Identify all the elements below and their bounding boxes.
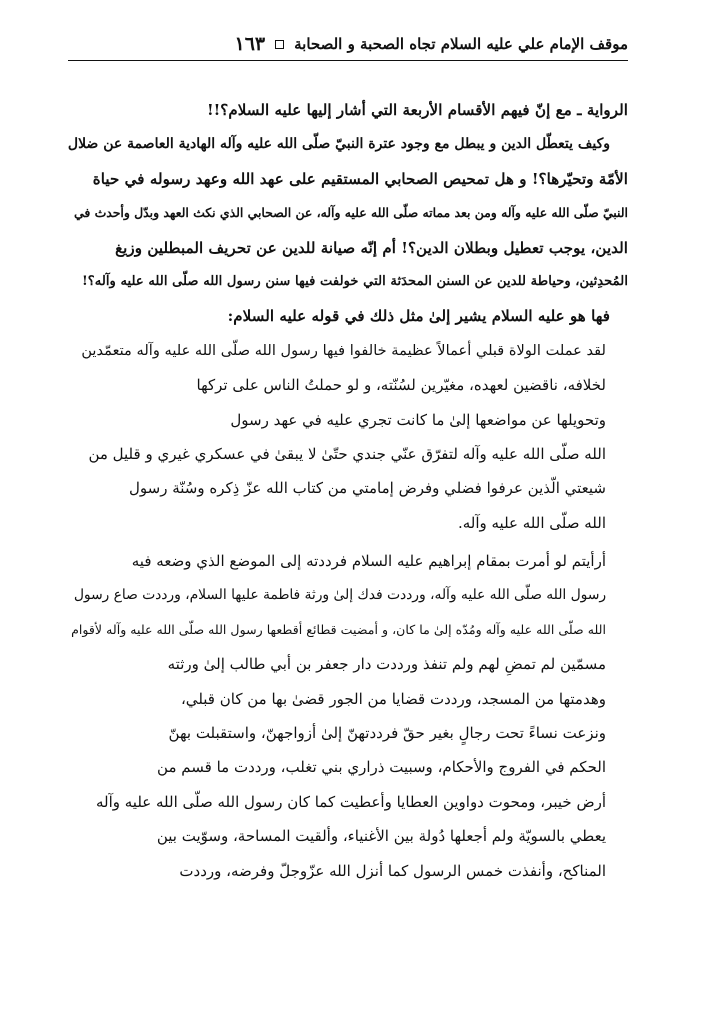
quote-line: أرأيتم لو أمرت بمقام إبراهيم عليه السلام فرددته إلى الموضع الذي وضعه فيه — [131, 552, 606, 571]
text-line: الرواية ـ مع إنّ فيهم الأقسام الأربعة التي أشار إليها عليه السلام؟!! — [206, 101, 628, 119]
text-line: الأمّة وتحيّرها؟! و هل تمحيص الصحابي المستقيم على عهد الله وعهد رسوله في حياة — [92, 169, 628, 188]
header-rule — [68, 60, 628, 61]
quote-line: وهدمتها من المسجد، ورددت قضايا من الجور قضىٰ بها من كان قبلي، — [180, 689, 606, 708]
quote-line: شيعتي الّذين عرفوا فضلي وفرض إمامتي من كتاب الله عزّ ذِكره وسُنّة رسول — [129, 479, 606, 498]
quote-line: لخلافه، ناقضين لعهده، مغيّرين لسُنّته، و لو حملتُ الناس على تركها — [196, 376, 606, 395]
square-ornament-icon — [275, 40, 284, 49]
text-line: فها هو عليه السلام يشير إلىٰ مثل ذلك في قوله عليه السلام: — [227, 307, 610, 326]
text-line: الدين، يوجب تعطيل وبطلان الدين؟! أم إنّه صيانة للدين عن تحريف المبطلين وزيغ — [115, 238, 628, 257]
quote-block-2 — [68, 544, 628, 888]
quote-line: أرض خيبر، ومحوت دواوين العطايا وأعطيت كما كان رسول الله صلّى الله عليه وآله — [95, 792, 606, 811]
quote-line: الله صلّى الله عليه وآله ومُدّه إلىٰ ما كان، و أمضيت قطائع أقطعها رسول الله صلّى الله عليه وآله لأقوام — [71, 621, 606, 637]
text-line: المُحدِثين، وحياطة للدين عن السنن المحدَثة التي خولفت فيها سنن رسول الله صلّى الله عليه وآله؟! — [81, 273, 628, 289]
running-title: موقف الإمام علي‌ عليه السلام تجاه الصحبة و الصحابة — [294, 35, 628, 53]
quote-line: المناكح، وأنفذت خمس الرسول كما أنزل الله عزّوجلّ وفرضه، ورددت — [179, 861, 606, 880]
quote-line: وتحويلها عن مواضعها إلىٰ ما كانت تجري عليه في عهد رسول — [230, 410, 606, 429]
page-body — [68, 93, 628, 888]
page-number: ١٦٣ — [234, 33, 266, 55]
quote-line: الله صلّى الله عليه وآله. — [457, 513, 606, 532]
quote-line: الله صلّى الله عليه وآله لتفرّق عنّي جندي حتّىٰ لا يبقىٰ في عسكري غيري و قليل من — [88, 444, 606, 463]
quote-line: مسمّين لم تمضِ لهم ولم تنفذ ورددت دار جعفر بن أبي طالب إلىٰ ورثته — [167, 655, 606, 674]
quote-block-1 — [68, 334, 628, 540]
quote-line: ونزعت نساءً تحت رجالٍ بغير حقّ فرددتهنّ إلىٰ أزواجهنّ، واستقبلت بهنّ — [168, 724, 606, 743]
text-line: وكيف يتعطّل الدين و يبطل مع وجود عترة النبيّ صلّى الله عليه وآله الهادية العاصمة عن ضلال — [68, 136, 610, 153]
quote-line: رسول الله صلّى الله عليه وآله، ورددت فدك إلىٰ ورثة فاطمة عليها السلام، ورددت صاع رسول — [73, 587, 606, 604]
text-line: النبيّ صلّى الله عليه وآله ومن بعد مماته صلّى الله عليه وآله، عن الصحابي الذي نكث العهد وبدّل وأحدث في — [74, 205, 628, 221]
quote-line: لقد عملت الولاة قبلي أعمالاً عظيمة خالفوا فيها رسول الله صلّى الله عليه وآله متعمّدين — [81, 341, 606, 359]
page-header — [68, 30, 628, 58]
quote-line: الحكم في الفروج والأحكام، وسبيت ذراري بني تغلب، ورددت ما قسم من — [157, 758, 606, 777]
intro-paragraph — [68, 93, 628, 334]
quote-line: يعطي بالسويّة ولم أجعلها دُولة بين الأغنياء، وألقيت المساحة، وسوّيت بين — [156, 827, 606, 846]
